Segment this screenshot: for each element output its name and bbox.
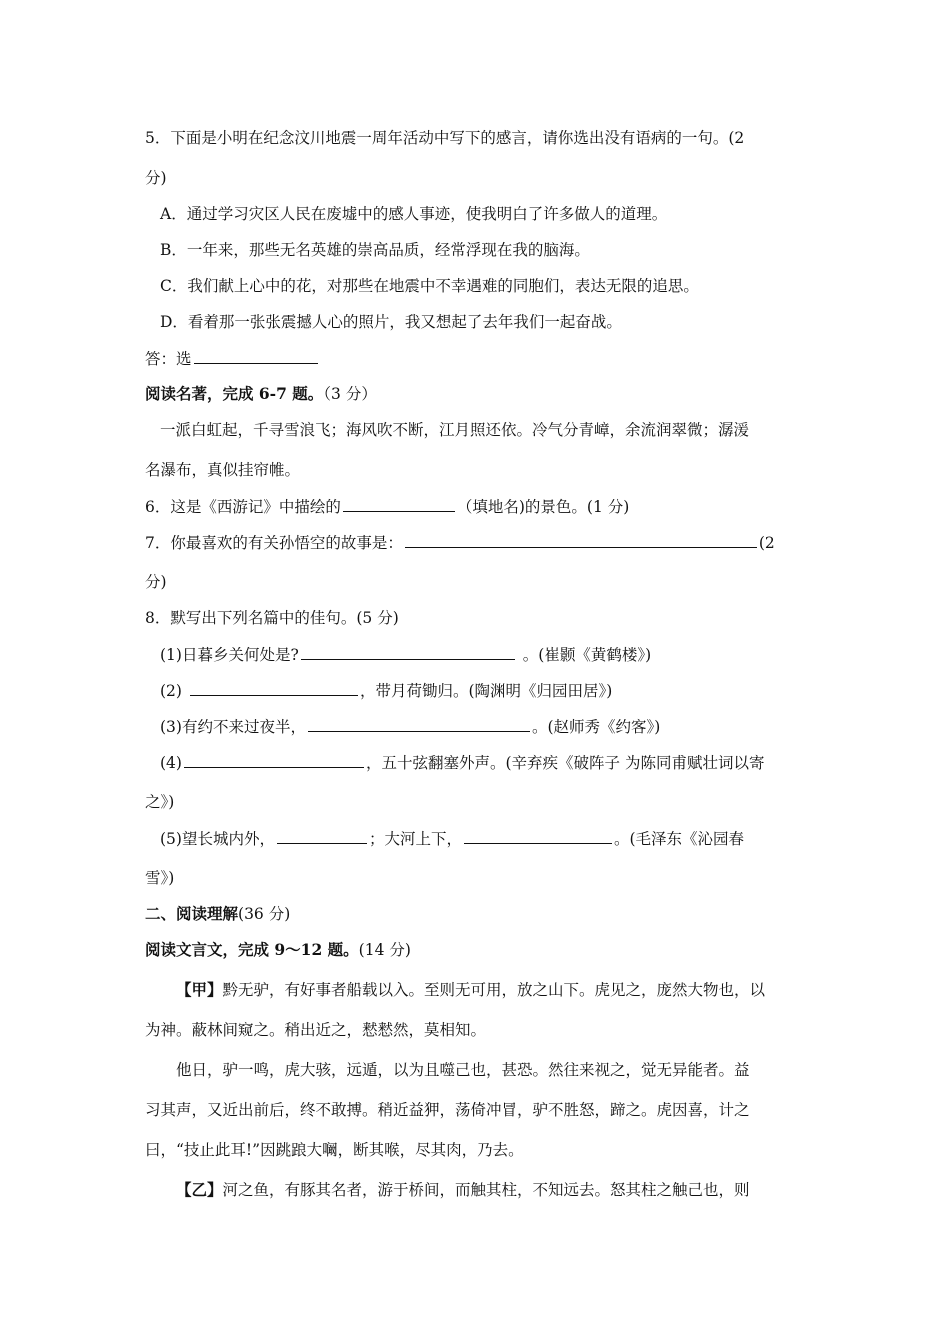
q8-line1-blank[interactable]	[301, 644, 515, 660]
q5-answer-label: 答：选	[145, 350, 192, 368]
q7-blank[interactable]	[405, 532, 757, 548]
q8-line2-blank[interactable]	[190, 680, 358, 696]
q8-line5	[160, 828, 744, 849]
q6-after: （填地名)的景色。(1 分)	[456, 498, 630, 516]
reading-classic-passage-line2: 名瀑布，真似挂帘帷。	[145, 461, 301, 479]
q8-line3-blank[interactable]	[308, 716, 530, 732]
text-yi-line1	[176, 1180, 750, 1200]
text-yi-tag: 【乙】	[176, 1180, 223, 1199]
q7-after: (2	[758, 534, 775, 552]
q8-line2-after: ，带月荷锄归。(陶渊明《归园田居》)	[359, 682, 613, 700]
reading-classic-passage-line1: 一派白虹起，千寻雪浪飞；海风吹不断，江月照还依。冷气分青嶂，余流润翠微；潺湲	[160, 421, 750, 439]
q5-stem-cont: 分)	[145, 169, 167, 187]
q8-line1-before: (1)日暮乡关何处是?	[160, 646, 299, 664]
q8-line3-after: 。(赵师秀《约客》)	[531, 718, 661, 736]
reading-classic-heading-line	[145, 384, 377, 404]
q8-line5-mid: ；大河上下，	[368, 830, 462, 848]
q6-line	[145, 496, 629, 517]
q7-before: 7．你最喜欢的有关孙悟空的故事是：	[145, 534, 403, 552]
q5-option-c: C．我们献上心中的花，对那些在地震中不幸遇难的同胞们，表达无限的追思。	[160, 277, 699, 295]
q7-line	[145, 532, 775, 553]
q8-line5-blank-1[interactable]	[277, 828, 367, 844]
q8-line1-after: 。(崔颢《黄鹤楼》)	[522, 646, 652, 664]
q8-line4-after: ，五十弦翻塞外声。(辛弃疾《破阵子 为陈同甫赋壮词以寄	[365, 754, 765, 772]
q8-line5-before: (5)望长城内外，	[160, 830, 275, 848]
reading-classic-heading: 阅读名著，完成 6-7 题。	[145, 384, 324, 403]
text-yi-p1: 河之鱼，有豚其名者，游于桥间，而触其柱，不知远去。怒其柱之触己也，则	[222, 1181, 750, 1199]
section2-heading-line	[145, 904, 290, 924]
q6-blank[interactable]	[343, 496, 455, 512]
q8-line1	[160, 644, 651, 665]
q5-option-b: B．一年来，那些无名英雄的崇高品质，经常浮现在我的脑海。	[160, 241, 590, 259]
q6-before: 6．这是《西游记》中描绘的	[145, 498, 341, 516]
text-jia-tag: 【甲】	[176, 980, 223, 999]
q8-stem: 8．默写出下列名篇中的佳句。(5 分)	[145, 609, 399, 627]
q8-line4-before: (4)	[160, 754, 182, 772]
q8-line2-before: (2)	[160, 682, 182, 700]
q8-line3-before: (3)有约不来过夜半，	[160, 718, 306, 736]
q8-line4-blank[interactable]	[184, 752, 364, 768]
q5-answer-blank[interactable]	[194, 348, 318, 364]
section2-sub-score: (14 分)	[358, 941, 411, 959]
q8-line5-cont: 雪》)	[145, 869, 175, 887]
q8-line4-cont: 之》)	[145, 793, 175, 811]
q8-line3	[160, 716, 660, 737]
q8-line4	[160, 752, 764, 773]
q8-line5-after: 。(毛泽东《沁园春	[613, 830, 745, 848]
q7-cont: 分)	[145, 573, 167, 591]
section2-sub-heading-line	[145, 940, 411, 960]
section2-score: (36 分)	[238, 905, 291, 923]
q5-answer-line	[145, 348, 320, 369]
text-jia-line5: 曰，“技止此耳!”因跳踉大㘎，断其喉，尽其肉，乃去。	[145, 1141, 524, 1159]
reading-classic-score: （3 分）	[323, 385, 377, 403]
q5-option-d: D．看着那一张张震撼人心的照片，我又想起了去年我们一起奋战。	[160, 313, 622, 331]
text-jia-line2: 为神。蔽林间窥之。稍出近之，慭慭然，莫相知。	[145, 1021, 487, 1039]
text-jia-line4: 习其声，又近出前后，终不敢搏。稍近益狎，荡倚冲冒，驴不胜怒，蹄之。虎因喜，计之	[145, 1101, 750, 1119]
q5-option-a: A．通过学习灾区人民在废墟中的感人事迹，使我明白了许多做人的道理。	[160, 205, 668, 223]
section2-heading: 二、阅读理解	[145, 904, 239, 923]
q8-line5-blank-2[interactable]	[464, 828, 612, 844]
q5-stem: 5．下面是小明在纪念汶川地震一周年活动中写下的感言，请你选出没有语病的一句。(2	[145, 129, 745, 147]
text-jia-p1-1: 黔无驴，有好事者船载以入。至则无可用，放之山下。虎见之，庞然大物也，以	[222, 981, 766, 999]
text-jia-line3: 他日，驴一鸣，虎大骇，远遁，以为且噬己也，甚恐。然往来视之，觉无异能者。益	[176, 1061, 750, 1079]
section2-sub-heading: 阅读文言文，完成 9～12 题。	[145, 940, 359, 959]
text-jia-line1	[176, 980, 765, 1000]
q8-line2	[160, 680, 612, 701]
